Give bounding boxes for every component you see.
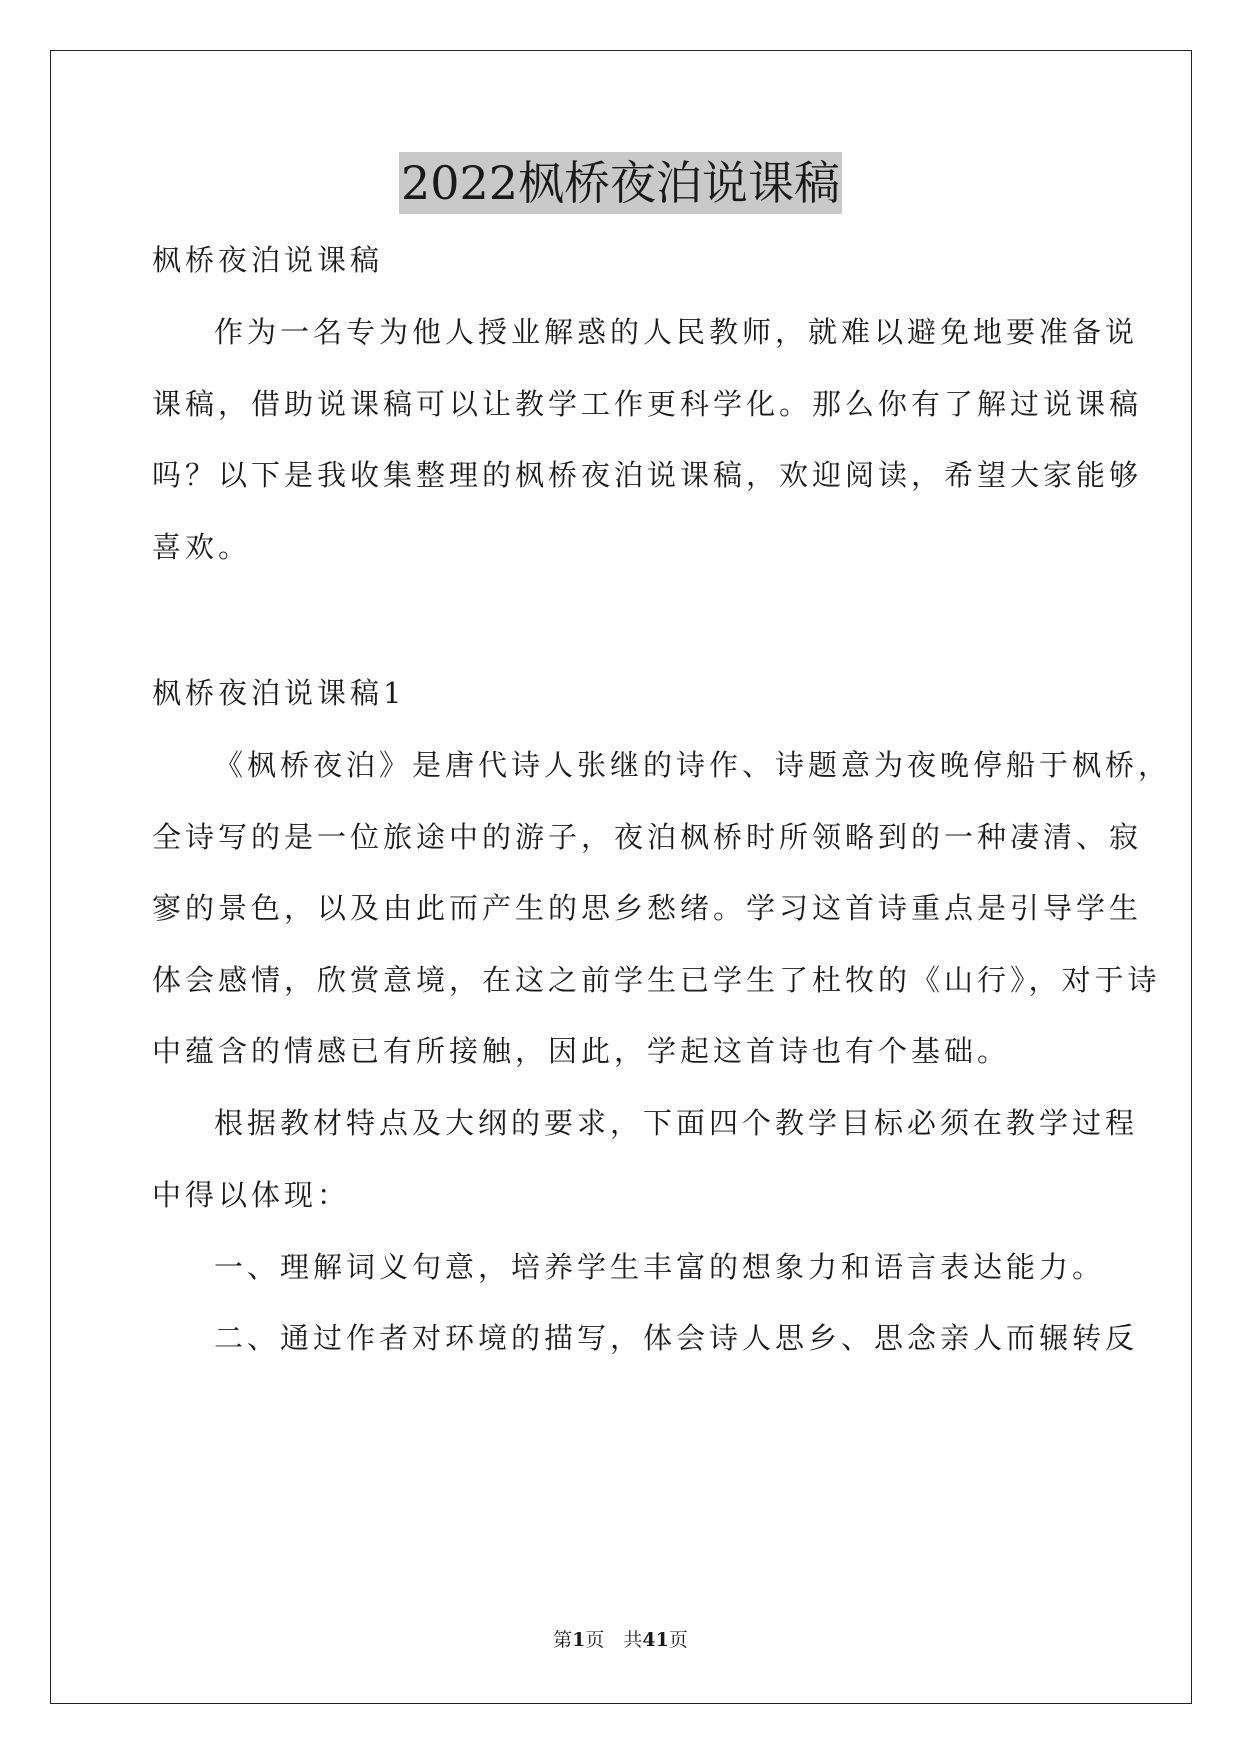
- section-heading: 枫桥夜泊说课稿1: [152, 676, 406, 710]
- paragraph-line: 体会感情，欣赏意境，在这之前学生已学生了杜牧的《山行》，对于诗: [152, 963, 1161, 997]
- paragraph-line: 寥的景色，以及由此而产生的思乡愁绪。学习这首诗重点是引导学生: [152, 891, 1143, 925]
- paragraph-line: 一、理解词义句意，培养学生丰富的想象力和语言表达能力。: [214, 1250, 1106, 1284]
- paragraph-line: 中蕴含的情感已有所接触，因此，学起这首诗也有个基础。: [152, 1034, 1011, 1068]
- footer-suffix: 页: [668, 1629, 688, 1651]
- paragraph-line: 作为一名专为他人授业解惑的人民教师，就难以避免地要准备说: [214, 315, 1139, 349]
- page-total: 41: [642, 1629, 669, 1651]
- paragraph-line: 《枫桥夜泊》是唐代诗人张继的诗作、诗题意为夜晚停船于枫桥，: [214, 748, 1172, 782]
- page-current: 1: [572, 1629, 586, 1651]
- page-border: [50, 50, 1192, 1704]
- paragraph-line: 喜欢。: [152, 530, 252, 564]
- paragraph-line: 根据教材特点及大纲的要求，下面四个教学目标必须在教学过程: [214, 1106, 1139, 1140]
- footer-prefix: 第: [553, 1629, 573, 1651]
- paragraph-line: 课稿，借助说课稿可以让教学工作更科学化。那么你有了解过说课稿: [152, 387, 1143, 421]
- title-container: [0, 152, 1241, 214]
- document-title: 2022枫桥夜泊说课稿: [399, 152, 842, 214]
- paragraph-line: 中得以体现：: [152, 1178, 351, 1212]
- page-footer: [0, 1628, 1241, 1652]
- paragraph-line: 吗？以下是我收集整理的枫桥夜泊说课稿，欢迎阅读，希望大家能够: [152, 458, 1143, 492]
- section-heading: 枫桥夜泊说课稿: [152, 243, 384, 277]
- paragraph-line: 二、通过作者对环境的描写，体会诗人思乡、思念亲人而辗转反: [214, 1321, 1139, 1355]
- footer-mid: 页 共: [585, 1629, 643, 1651]
- paragraph-line: 全诗写的是一位旅途中的游子，夜泊枫桥时所领略到的一种凄清、寂: [152, 820, 1143, 854]
